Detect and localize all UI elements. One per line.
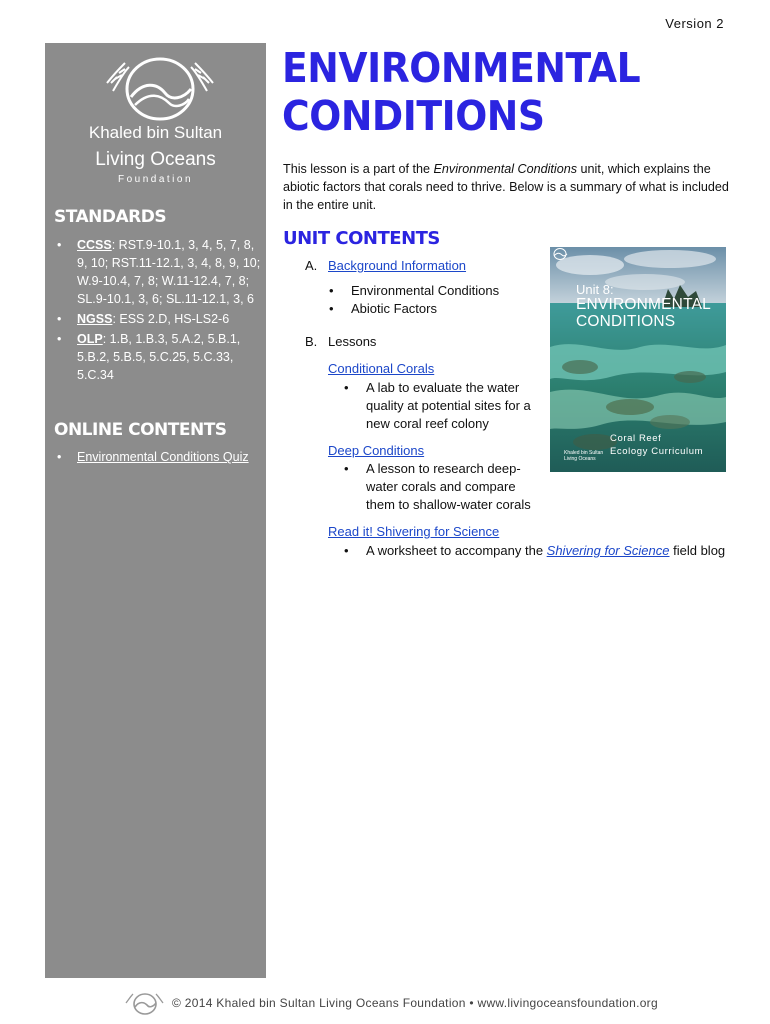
standard-label: OLP	[77, 332, 103, 346]
lesson-conditional-corals-link[interactable]	[328, 360, 434, 378]
shivering-for-science-link[interactable]: Shivering for Science	[546, 543, 670, 558]
online-quiz-link[interactable]: Environmental Conditions Quiz	[77, 450, 249, 464]
bullet-abiotic-factors: • Abiotic Factors	[351, 300, 437, 318]
cover-logo-text2: Living Oceans	[564, 456, 596, 462]
footer	[0, 995, 770, 1019]
lesson-description	[366, 542, 726, 560]
intro-paragraph	[283, 160, 733, 214]
online-contents-heading: ONLINE CONTENTS	[54, 420, 227, 440]
org-name-line3: Foundation	[117, 174, 194, 185]
org-name-line2: Living Oceans	[95, 149, 216, 170]
intro-text-rest: unit, which explains the abiotic factors that corals need to thrive. Below is a summary of what is included in the entire unit.	[283, 162, 729, 212]
standard-label: NGSS	[77, 312, 113, 326]
footer-copyright: © 2014 Khaled bin Sultan Living Oceans Foundation • www.livingoceansfoundation.org	[172, 996, 658, 1010]
lessons-title: Lessons	[328, 334, 377, 349]
desc-text-end: field blog	[669, 543, 726, 558]
standard-item-ccss	[53, 236, 263, 308]
title-line1: ENVIRONMENTAL	[282, 44, 641, 92]
bullet-environmental-conditions: • Environmental Conditions	[351, 282, 499, 300]
desc-text: A worksheet to accompany the	[366, 543, 547, 558]
intro-text: This lesson is a part of the	[283, 162, 434, 176]
online-contents-list	[53, 448, 253, 468]
section-b-marker: B.	[305, 334, 318, 349]
link-text[interactable]: Deep Conditions	[328, 443, 425, 458]
version-label: Version 2	[665, 16, 724, 31]
background-information-link[interactable]	[328, 257, 466, 275]
lesson-deep-conditions-link[interactable]	[328, 442, 424, 460]
sidebar	[45, 43, 266, 978]
standard-label: CCSS	[77, 238, 112, 252]
foundation-logo-icon	[95, 53, 225, 123]
cover-unit-label: Unit 8:	[576, 282, 614, 297]
cover-curriculum-line1: Coral Reef	[610, 433, 662, 444]
unit-contents-heading: UNIT CONTENTS	[283, 228, 440, 249]
lesson-read-it-link[interactable]	[328, 523, 499, 541]
standard-text: : ESS 2.D, HS-LS2-6	[112, 312, 230, 326]
unit-cover-image	[550, 247, 726, 472]
cover-curriculum-line2: Ecology Curriculum	[610, 446, 704, 457]
standard-text: : 1.B, 1.B.3, 5.A.2, 5.B.1, 5.B.2, 5.B.5, 5.C.25, 5.C.33, 5.C.34	[77, 332, 241, 382]
footer-logo-icon	[123, 991, 167, 1017]
lesson-description: • A lab to evaluate the water quality at potential sites for a new coral reef colony	[366, 379, 548, 433]
cover-logo-text1: Khaled bin Sultan	[564, 450, 604, 456]
standard-item-olp	[53, 330, 263, 384]
standards-heading: STANDARDS	[54, 207, 167, 227]
standard-text: : RST.9-10.1, 3, 4, 5, 7, 8, 9, 10; RST.11-12.1, 3, 4, 8, 9, 10; W.9-10.4, 7, 8; W.11-12.4, 7, 8; SL.9-10.1, 3, 6; SL.11-12.1, 3, 6	[77, 238, 261, 306]
link-text[interactable]: Read it! Shivering for Science	[328, 524, 500, 539]
page-title	[282, 44, 640, 140]
org-name-line1: Khaled bin Sultan	[88, 123, 223, 142]
standards-list	[53, 236, 263, 386]
lesson-description: • A lesson to research deep-water corals and compare them to shallow-water corals	[366, 460, 546, 514]
link-text[interactable]: Conditional Corals	[328, 361, 435, 376]
cover-title-line2: CONDITIONS	[576, 313, 676, 330]
cover-logo-icon	[550, 247, 570, 261]
online-item	[53, 448, 253, 466]
section-a-marker: A.	[305, 258, 318, 273]
cover-title-line1: ENVIRONMENTAL	[576, 296, 711, 313]
intro-unit-name: Environmental Conditions	[433, 162, 578, 176]
link-text[interactable]: Background Information	[328, 258, 467, 273]
standard-item-ngss	[53, 310, 263, 328]
title-line2: CONDITIONS	[282, 92, 545, 140]
